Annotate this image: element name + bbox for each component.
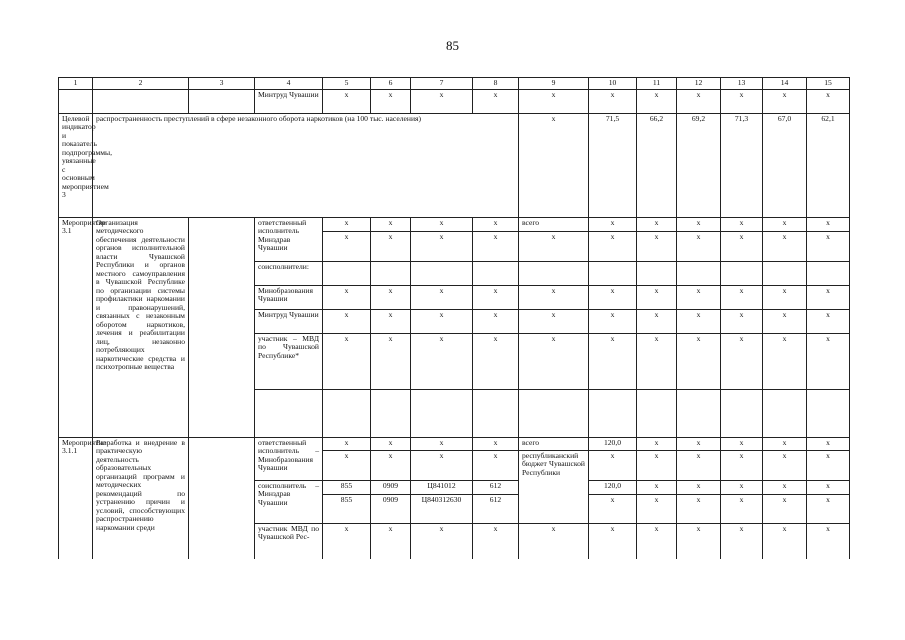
value-cell: x (411, 231, 473, 261)
table-row (59, 217, 850, 231)
value-cell: x (637, 523, 677, 559)
value-cell: x (323, 309, 371, 333)
value-cell: x (589, 333, 637, 389)
executor-cell: ответственный исполнитель Минздрав Чувашии (255, 217, 323, 261)
value-cell: x (519, 231, 589, 261)
value-cell: x (807, 523, 850, 559)
value-cell: 612 (473, 494, 519, 523)
value-cell: x (721, 523, 763, 559)
value-cell: x (637, 309, 677, 333)
value-cell: x (637, 450, 677, 480)
value-cell: x (411, 285, 473, 309)
value-cell: x (807, 480, 850, 494)
value-cell: x (721, 333, 763, 389)
value-cell: x (677, 480, 721, 494)
value-cell: x (519, 113, 589, 217)
value-cell: x (589, 523, 637, 559)
value-cell: x (323, 333, 371, 389)
value-cell: x (371, 217, 411, 231)
value-cell: x (677, 231, 721, 261)
event-label: Мероприятие 3.1.1 (59, 437, 93, 559)
value-cell: x (589, 285, 637, 309)
executor-cell: ответственный исполнитель – Минобразования Чувашии (255, 437, 323, 480)
value-cell: x (677, 437, 721, 450)
header-cell: 9 (519, 78, 589, 90)
value-cell: x (763, 437, 807, 450)
value-cell: x (411, 437, 473, 450)
value-cell: x (763, 89, 807, 113)
value-cell: x (763, 450, 807, 480)
value-cell: x (589, 450, 637, 480)
value-cell: x (721, 89, 763, 113)
value-cell: x (763, 333, 807, 389)
value-cell: x (637, 333, 677, 389)
value-cell: x (323, 523, 371, 559)
value-cell: x (677, 523, 721, 559)
value-cell: x (677, 450, 721, 480)
value-cell: x (721, 285, 763, 309)
value-cell: x (721, 480, 763, 494)
header-cell: 8 (473, 78, 519, 90)
value-cell: x (323, 89, 371, 113)
value-cell: 0909 (371, 494, 411, 523)
value-cell: x (589, 231, 637, 261)
value-cell: x (637, 217, 677, 231)
header-cell: 1 (59, 78, 93, 90)
header-cell: 13 (721, 78, 763, 90)
value-cell: x (721, 231, 763, 261)
funding-source: всего (519, 217, 589, 231)
value-cell: x (371, 333, 411, 389)
value-cell: x (589, 217, 637, 231)
value-cell: x (637, 494, 677, 523)
value-cell: x (807, 217, 850, 231)
header-cell: 14 (763, 78, 807, 90)
value-cell: x (807, 494, 850, 523)
value-cell: 71,3 (721, 113, 763, 217)
indicator-label: Целевой индикатор и показатель подпрограммы, увязанные с основным мероприятием 3 (59, 113, 93, 217)
value-cell: x (323, 217, 371, 231)
funding-source: всего (519, 437, 589, 450)
value-cell: x (763, 494, 807, 523)
header-cell: 6 (371, 78, 411, 90)
table-row (59, 437, 850, 450)
value-cell: x (677, 285, 721, 309)
value-cell: 120,0 (589, 480, 637, 494)
executor-cell: участник – МВД по Чувашской Республике* (255, 333, 323, 389)
value-cell: 612 (473, 480, 519, 494)
value-cell: x (519, 309, 589, 333)
value-cell: x (473, 309, 519, 333)
executor-cell: Минтруд Чувашии (255, 89, 323, 113)
value-cell: x (637, 285, 677, 309)
value-cell: x (763, 217, 807, 231)
program-table (58, 77, 850, 559)
value-cell: x (721, 437, 763, 450)
header-cell: 12 (677, 78, 721, 90)
header-cell: 10 (589, 78, 637, 90)
value-cell: x (519, 89, 589, 113)
indicator-row (59, 113, 850, 217)
value-cell: x (411, 450, 473, 480)
value-cell: 0909 (371, 480, 411, 494)
value-cell: x (519, 523, 589, 559)
value-cell: x (323, 285, 371, 309)
value-cell: x (637, 437, 677, 450)
value-cell: x (721, 494, 763, 523)
value-cell: x (371, 437, 411, 450)
value-cell: x (411, 217, 473, 231)
value-cell: x (807, 450, 850, 480)
value-cell: x (763, 231, 807, 261)
value-cell: x (637, 89, 677, 113)
value-cell: 120,0 (589, 437, 637, 450)
value-cell: x (473, 217, 519, 231)
value-cell: x (371, 285, 411, 309)
value-cell: x (473, 89, 519, 113)
value-cell: x (371, 89, 411, 113)
value-cell: x (323, 437, 371, 450)
event-label: Мероприятие 3.1 (59, 217, 93, 437)
value-cell: x (637, 231, 677, 261)
value-cell: x (721, 309, 763, 333)
executor-cell: участник МВД по Чувашской Рес- (255, 523, 323, 559)
value-cell: 62,1 (807, 113, 850, 217)
value-cell: x (473, 523, 519, 559)
value-cell: x (763, 523, 807, 559)
value-cell: x (519, 333, 589, 389)
value-cell: x (677, 494, 721, 523)
value-cell: x (411, 333, 473, 389)
value-cell: x (473, 333, 519, 389)
header-row (59, 78, 850, 90)
header-cell: 2 (93, 78, 189, 90)
event-description: Организация методического обеспечения деятельности органов исполнительной власти Чувашской Республики и органов местного самоуправления в Чувашской Республике по организации системы профилактики наркомании и правонарушений, связанных с незаконным оборотом наркотиков, лечения и реабилитации лиц, незаконно потребляющих наркотические средства и психотропные вещества (93, 217, 189, 437)
executor-cell: соисполнитель – Минздрав Чувашии (255, 480, 323, 523)
value-cell: x (371, 523, 411, 559)
value-cell: x (371, 309, 411, 333)
value-cell: x (807, 309, 850, 333)
value-cell: Ц841012 (411, 480, 473, 494)
value-cell: x (589, 89, 637, 113)
value-cell: x (323, 231, 371, 261)
header-cell: 4 (255, 78, 323, 90)
value-cell: x (807, 231, 850, 261)
header-cell: 7 (411, 78, 473, 90)
value-cell: x (473, 450, 519, 480)
value-cell: x (411, 309, 473, 333)
value-cell: x (473, 437, 519, 450)
value-cell: Ц840312630 (411, 494, 473, 523)
value-cell: 855 (323, 494, 371, 523)
value-cell: x (519, 285, 589, 309)
value-cell: x (323, 450, 371, 480)
value-cell: x (371, 450, 411, 480)
executor-cell: Минтруд Чувашии (255, 309, 323, 333)
value-cell: x (763, 480, 807, 494)
header-cell: 15 (807, 78, 850, 90)
value-cell: x (807, 333, 850, 389)
header-cell: 5 (323, 78, 371, 90)
value-cell: x (721, 450, 763, 480)
value-cell: x (371, 231, 411, 261)
value-cell: x (589, 309, 637, 333)
value-cell: 69,2 (677, 113, 721, 217)
value-cell: x (763, 309, 807, 333)
value-cell: 855 (323, 480, 371, 494)
funding-source: республиканский бюджет Чувашской Республики (519, 450, 589, 523)
value-cell: 66,2 (637, 113, 677, 217)
executor-cell: Минобразования Чувашии (255, 285, 323, 309)
value-cell: 71,5 (589, 113, 637, 217)
header-cell: 11 (637, 78, 677, 90)
table-row (59, 89, 850, 113)
event-description: Разработка и внедрение в практическую деятельность образовательных организаций программ и методических рекомендаций по устранению причин и условий, способствующих распространению наркомании среди (93, 437, 189, 559)
value-cell: x (473, 285, 519, 309)
value-cell: x (677, 89, 721, 113)
header-cell: 3 (189, 78, 255, 90)
value-cell: x (807, 437, 850, 450)
value-cell: x (807, 285, 850, 309)
value-cell: x (411, 523, 473, 559)
value-cell: x (807, 89, 850, 113)
value-cell: x (677, 217, 721, 231)
indicator-text: распространенность преступлений в сфере незаконного оборота наркотиков (на 100 тыс. населения) (93, 113, 519, 217)
value-cell: x (677, 309, 721, 333)
page-number: 85 (446, 38, 459, 53)
value-cell: 67,0 (763, 113, 807, 217)
executor-cell: соисполнители: (255, 261, 323, 285)
value-cell: x (677, 333, 721, 389)
value-cell: x (637, 480, 677, 494)
value-cell: x (411, 89, 473, 113)
value-cell: x (763, 285, 807, 309)
value-cell: x (721, 217, 763, 231)
value-cell: x (473, 231, 519, 261)
value-cell: x (589, 494, 637, 523)
